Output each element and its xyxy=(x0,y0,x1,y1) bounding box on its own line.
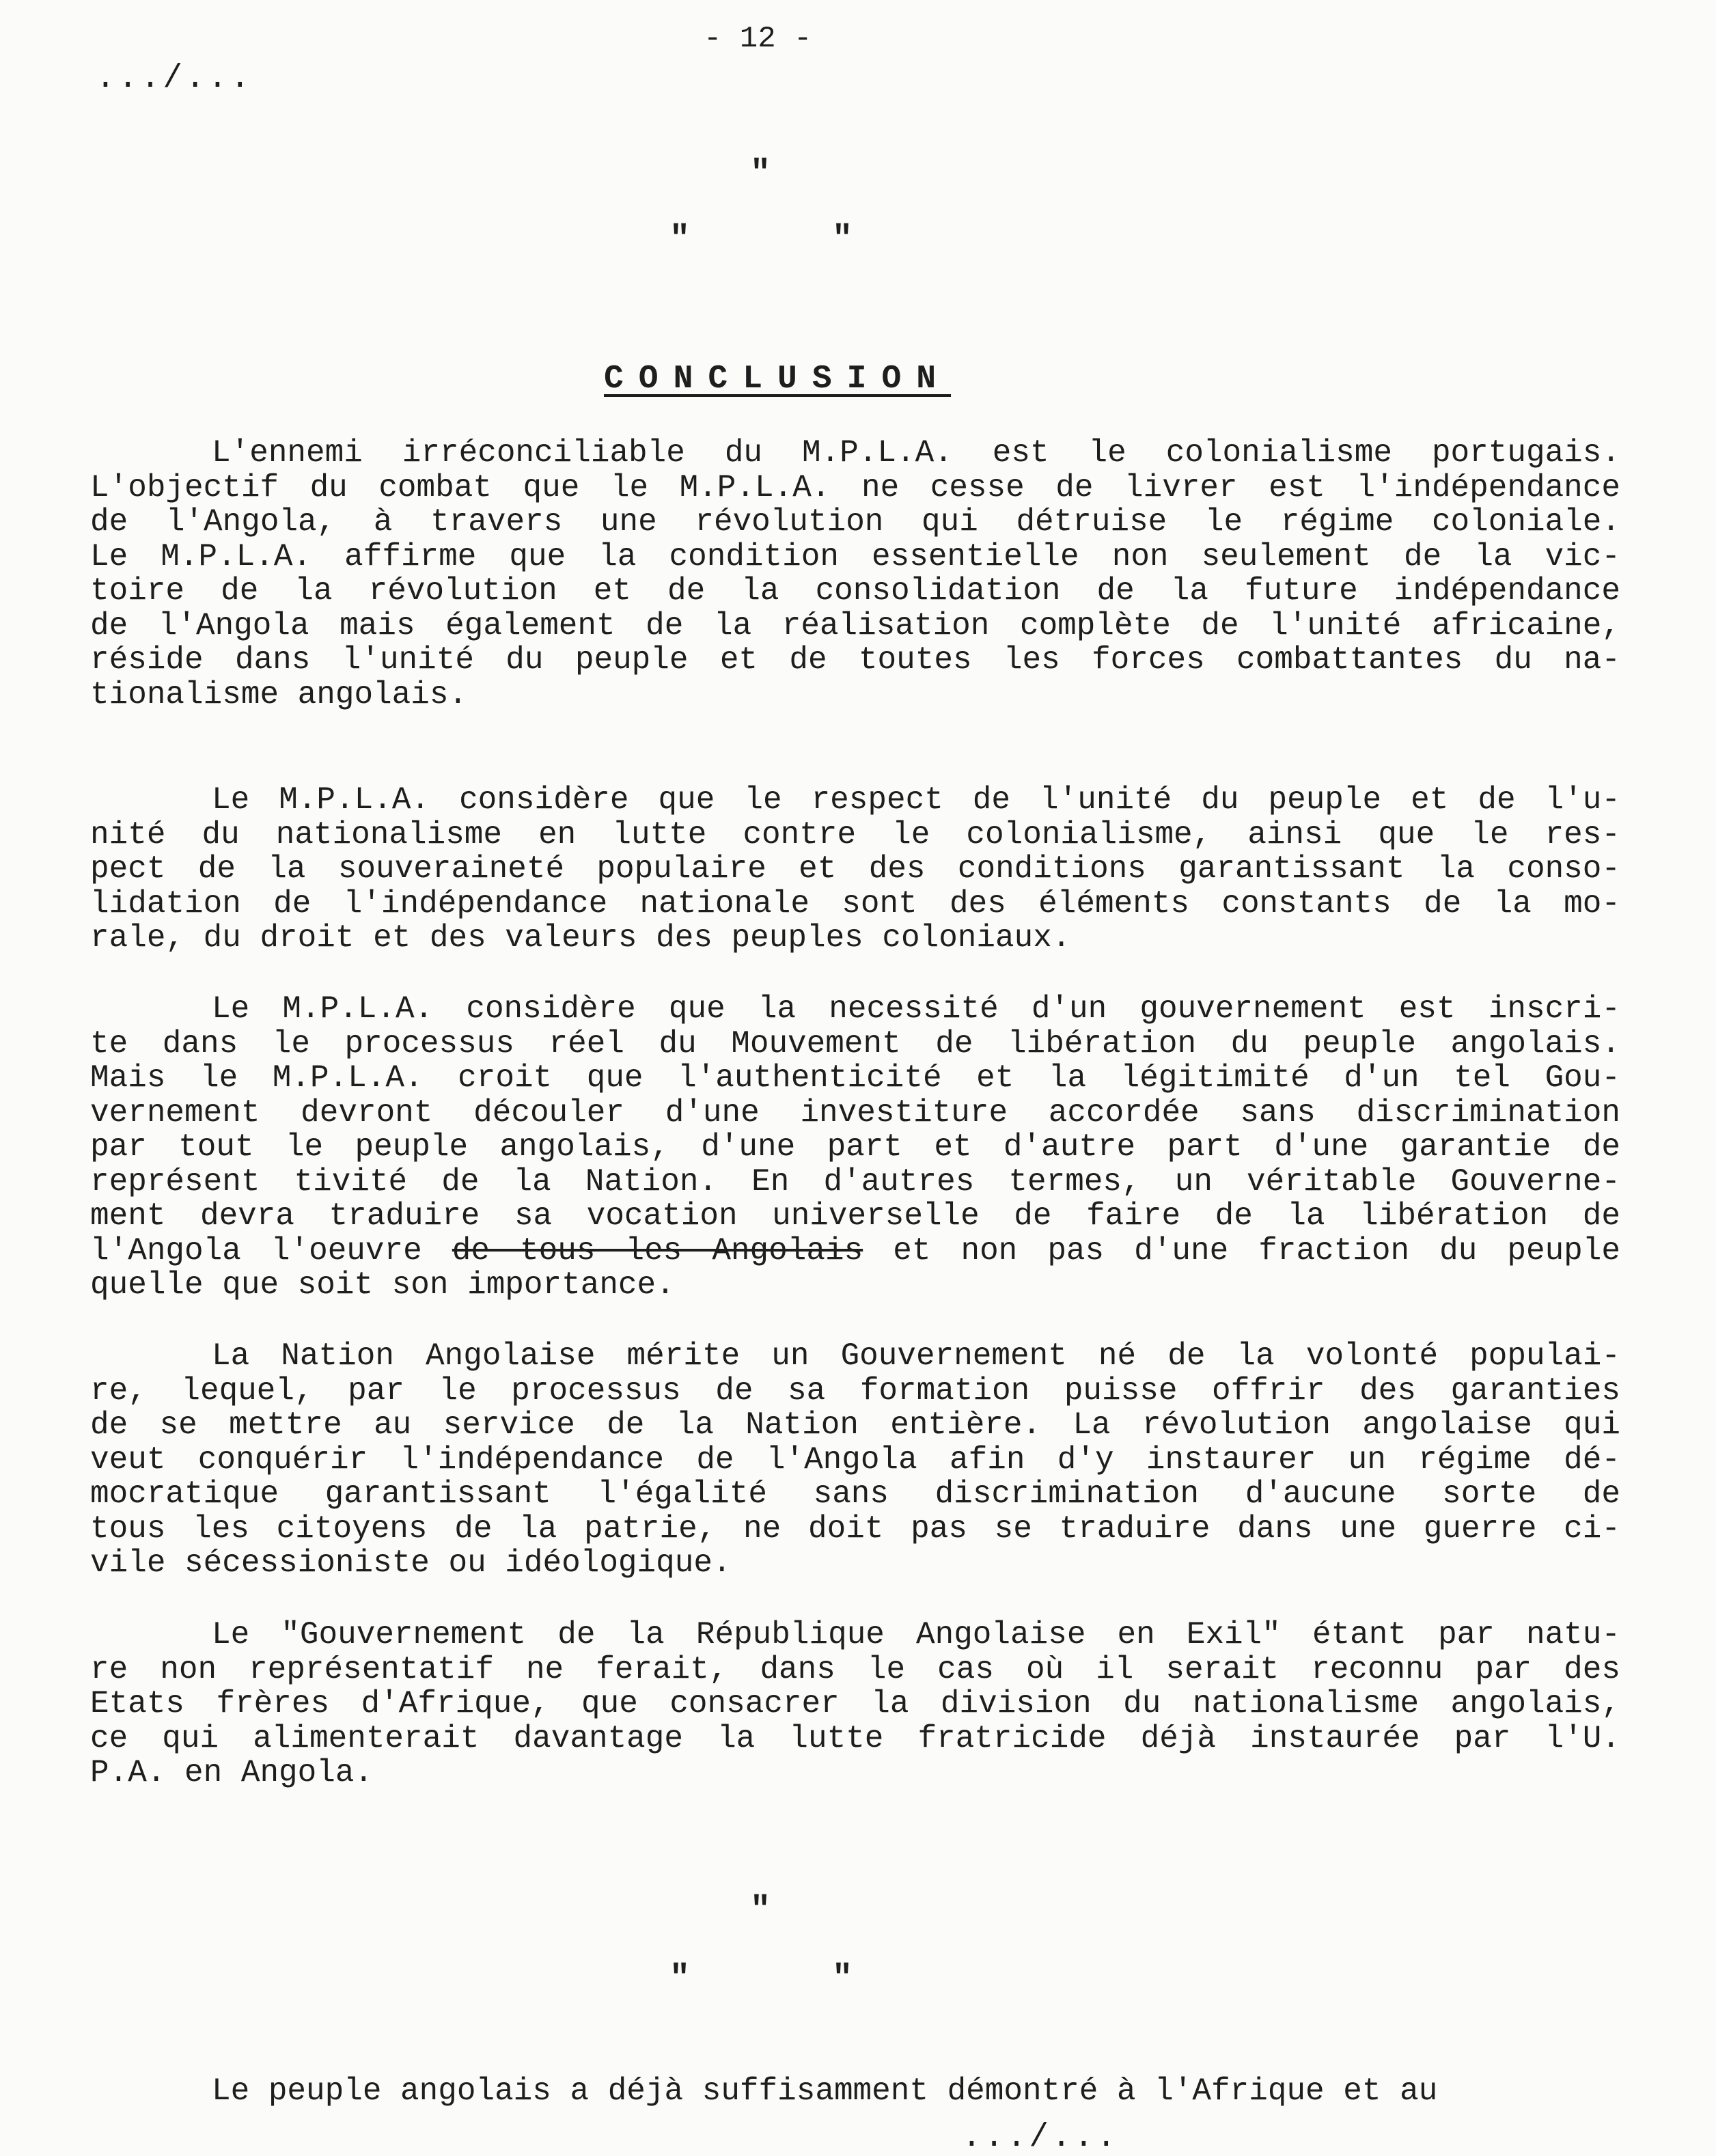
paragraph-5 xyxy=(90,1618,1620,1791)
ditto-mark-top-left: " xyxy=(669,220,691,259)
ditto-mark-bottom-right: " xyxy=(832,1959,853,1998)
paragraph-line: de l'Angola mais également de la réalisation complète de l'unité africaine, xyxy=(90,607,1620,644)
paragraph-line: Mais le M.P.L.A. croit que l'authenticité et la légitimité d'un tel Gou- xyxy=(90,1060,1620,1096)
page-number: - 12 - xyxy=(704,22,812,56)
paragraph-2 xyxy=(90,783,1620,956)
paragraph-line: L'ennemi irréconciliable du M.P.L.A. est le colonialisme portugais. xyxy=(212,435,1620,471)
paragraph-line: Le M.P.L.A. considère que la necessité d'un gouvernement est inscri- xyxy=(212,991,1620,1027)
paragraph-line: lidation de l'indépendance nationale sont des éléments constants de la mo- xyxy=(90,885,1620,922)
paragraph-line: mocratique garantissant l'égalité sans discrimination d'aucune sorte de xyxy=(90,1476,1620,1512)
paragraph-line: veut conquérir l'indépendance de l'Angola afin d'y instaurer un régime dé- xyxy=(90,1441,1620,1478)
paragraph-line: ce qui alimenterait davantage la lutte fratricide déjà instaurée par l'U. xyxy=(90,1720,1620,1756)
paragraph-line: représent tivité de la Nation. En d'autres termes, un véritable Gouverne- xyxy=(90,1163,1620,1200)
paragraph-line: toire de la révolution et de la consolidation de la future indépendance xyxy=(90,573,1620,609)
section-title: CONCLUSION xyxy=(604,361,952,398)
ditto-mark-top-right: " xyxy=(832,220,853,259)
paragraph-line: re non représentatif ne ferait, dans le cas où il serait reconnu par des xyxy=(90,1651,1620,1687)
ditto-mark-top-single: " xyxy=(750,154,771,193)
paragraph-line: La Nation Angolaise mérite un Gouvernement né de la volonté populai- xyxy=(212,1338,1620,1374)
paragraph-line: rale, du droit et des valeurs des peuples coloniaux. xyxy=(90,920,1071,956)
paragraph-4 xyxy=(90,1339,1620,1581)
paragraph-line: Le "Gouvernement de la République Angolaise en Exil" étant par natu- xyxy=(212,1617,1620,1653)
paragraph-line: de se mettre au service de la Nation entière. La révolution angolaise qui xyxy=(90,1407,1620,1443)
paragraph-line: vernement devront découler d'une investiture accordée sans discrimination xyxy=(90,1094,1620,1131)
ditto-mark-bottom-single: " xyxy=(750,1891,771,1930)
paragraph-line: ment devra traduire sa vocation universelle de faire de la libération de xyxy=(90,1198,1620,1234)
continuation-marker-top: .../... xyxy=(96,60,253,97)
paragraph-line: Le M.P.L.A. affirme que la condition essentielle non seulement de la vic- xyxy=(90,538,1620,575)
paragraph-1 xyxy=(90,436,1620,712)
struck-through-text: de tous les Angolais xyxy=(452,1232,863,1269)
paragraph-line: réside dans l'unité du peuple et de toutes les forces combattantes du na- xyxy=(90,642,1620,678)
paragraph-line xyxy=(90,1234,1620,1269)
continuation-marker-bottom: .../... xyxy=(962,2119,1119,2156)
paragraph-line: pect de la souveraineté populaire et des conditions garantissant la conso- xyxy=(90,851,1620,887)
paragraph-line: P.A. en Angola. xyxy=(90,1755,374,1791)
paragraph-line: tionalisme angolais. xyxy=(90,676,468,713)
paragraph-line: nité du nationalisme en lutte contre le colonialisme, ainsi que le res- xyxy=(90,816,1620,853)
paragraph-line: vile sécessioniste ou idéologique. xyxy=(90,1545,732,1581)
paragraph-line: tous les citoyens de la patrie, ne doit pas se traduire dans une guerre ci- xyxy=(90,1510,1620,1547)
paragraph-line: quelle que soit son importance. xyxy=(90,1267,675,1303)
paragraph-line: par tout le peuple angolais, d'une part et d'autre part d'une garantie de xyxy=(90,1129,1620,1165)
ditto-mark-bottom-left: " xyxy=(669,1959,691,1998)
paragraph-line: Le M.P.L.A. considère que le respect de l'unité du peuple et de l'u- xyxy=(212,782,1620,818)
paragraph-line: re, lequel, par le processus de sa formation puisse offrir des garanties xyxy=(90,1372,1620,1409)
paragraph-line: Le peuple angolais a déjà suffisamment démontré à l'Afrique et au xyxy=(212,2073,1438,2109)
paragraph-3 xyxy=(90,992,1620,1303)
paragraph-line: L'objectif du combat que le M.P.L.A. ne cesse de livrer est l'indépendance xyxy=(90,469,1620,506)
paragraph-6 xyxy=(90,2074,1620,2109)
paragraph-line: te dans le processus réel du Mouvement de libération du peuple angolais. xyxy=(90,1025,1620,1062)
paragraph-line: de l'Angola, à travers une révolution qui détruise le régime coloniale. xyxy=(90,504,1620,540)
line-text: l'Angola l'oeuvre xyxy=(90,1232,452,1269)
line-text: et non pas d'une fraction du peuple xyxy=(863,1232,1620,1269)
paragraph-line: Etats frères d'Afrique, que consacrer la division du nationalisme angolais, xyxy=(90,1686,1620,1722)
